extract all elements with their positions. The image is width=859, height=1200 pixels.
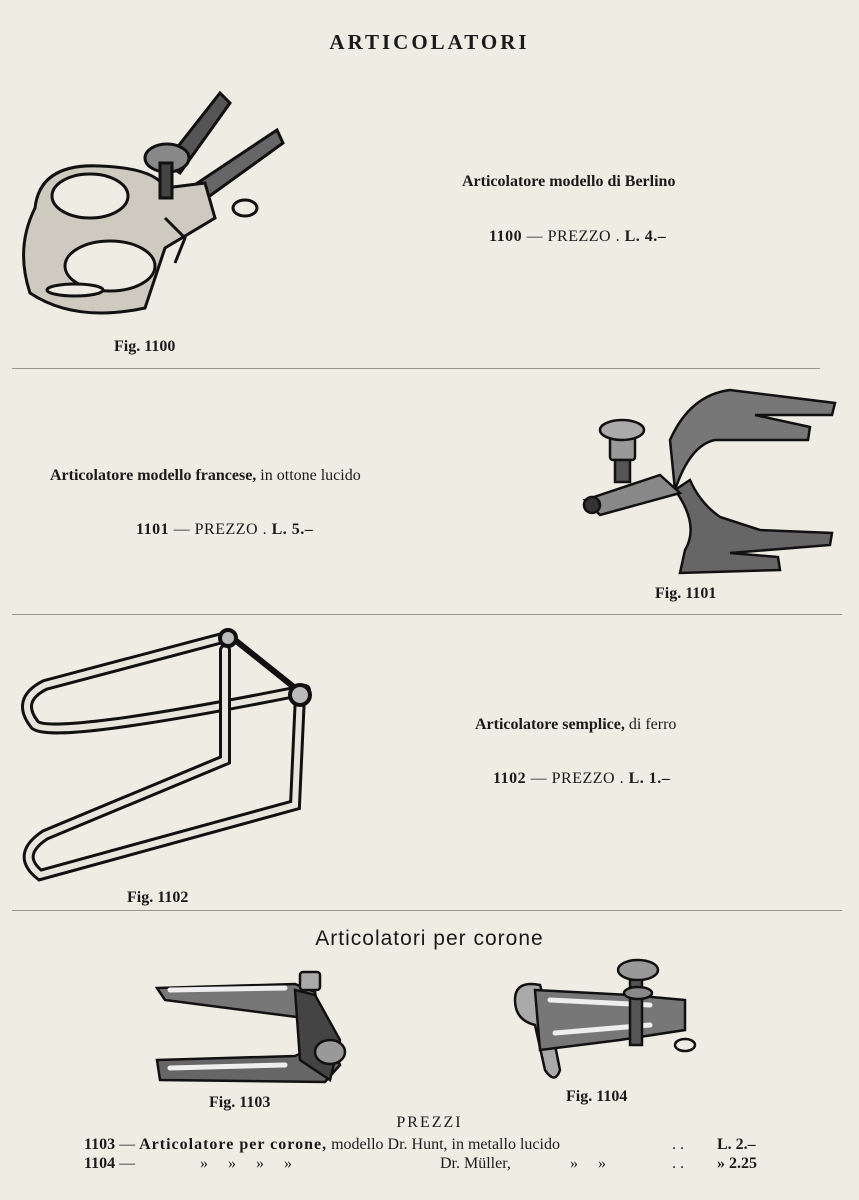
price-label: PREZZO (551, 770, 616, 787)
item-name-1100: Articolatore modello di Berlino (462, 173, 676, 190)
price-dots-1103: . . (672, 1136, 684, 1153)
price-dots: . (615, 228, 621, 245)
item-number: 1101 (136, 521, 170, 538)
item-name-1102 (475, 716, 676, 734)
price-value: L. 1.– (628, 770, 671, 787)
price-label: PREZZO (194, 521, 259, 538)
dash: — (526, 228, 544, 245)
price-value-1104: » 2.25 (717, 1155, 757, 1172)
item-number: 1102 (493, 770, 527, 787)
dash: — (173, 521, 191, 538)
ditto-marks-2: » » (570, 1155, 606, 1172)
ditto-marks: » » » » (200, 1155, 292, 1172)
dash: — (119, 1136, 136, 1153)
hunt-articulator-illustration (155, 970, 350, 1085)
price-label: PREZZO (547, 228, 612, 245)
price-dots: . (262, 521, 268, 538)
crowns-heading: Articolatori per corone (315, 927, 544, 950)
item-name-1101 (50, 467, 361, 485)
dash: — (530, 770, 548, 787)
prices-heading: PREZZI (396, 1114, 463, 1131)
item-desc-1104: Dr. Müller, (440, 1155, 511, 1172)
item-name: Articolatore per corone, (139, 1136, 328, 1153)
page-title: ARTICOLATORI (329, 30, 530, 54)
divider (12, 368, 820, 369)
item-number: 1104 (84, 1155, 116, 1172)
item-number: 1103 (84, 1136, 116, 1153)
fig-caption-1103: Fig. 1103 (209, 1094, 271, 1111)
simple-articulator-illustration (15, 630, 315, 890)
price-value-1103: L. 2.– (717, 1136, 756, 1153)
item-desc: in ottone lucido (260, 467, 361, 484)
french-articulator-illustration (580, 385, 840, 580)
berlin-articulator-illustration (15, 88, 285, 328)
fig-caption-1100: Fig. 1100 (114, 338, 176, 355)
item-name: Articolatore modello francese, (50, 467, 257, 484)
item-number: 1100 (489, 228, 523, 245)
fig-caption-1101: Fig. 1101 (655, 585, 717, 602)
price-value: L. 4.– (624, 228, 667, 245)
fig-caption-1102: Fig. 1102 (127, 889, 189, 906)
price-row-1104 (84, 1155, 135, 1173)
price-row-1103 (84, 1136, 560, 1154)
price-line-1102 (493, 770, 670, 788)
divider (12, 614, 842, 615)
item-desc: di ferro (628, 716, 677, 733)
mueller-articulator-illustration (510, 955, 700, 1085)
divider (12, 910, 842, 911)
dash: — (119, 1155, 136, 1172)
price-dots: . (619, 770, 625, 787)
price-line-1100 (489, 228, 666, 246)
fig-caption-1104: Fig. 1104 (566, 1088, 628, 1105)
price-dots-1104: . . (672, 1155, 684, 1172)
item-desc: modello Dr. Hunt, in metallo lucido (331, 1136, 560, 1153)
price-line-1101 (136, 521, 313, 539)
price-value: L. 5.– (271, 521, 314, 538)
item-name: Articolatore semplice, (475, 716, 625, 733)
